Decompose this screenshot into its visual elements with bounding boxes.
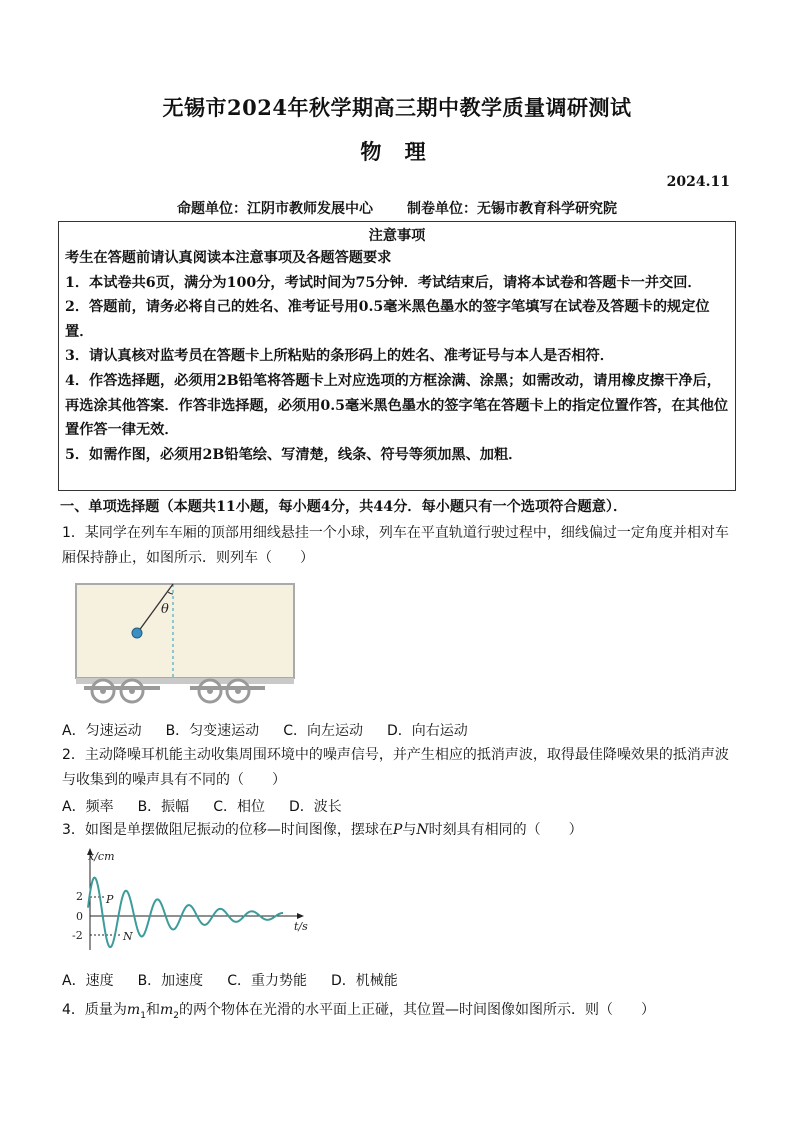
notice-line: 2．答题前，请务必将自己的姓名、准考证号用0.5毫米黑色墨水的签字笔填写在试卷及答题卡的规定位置． (65, 299, 710, 340)
displacement-curve (88, 878, 283, 948)
notice-line: 5．如需作图，必须用2B铅笔绘、写清楚，线条、符号等须加黑、加粗． (65, 446, 523, 463)
author-units (0, 198, 794, 218)
y-axis-label: x/cm (88, 850, 115, 863)
exam-date: 2024.11 (666, 174, 730, 190)
notice-line: 4．作答选择题，必须用2B铅笔将答题卡上对应选项的方框涂满、涂黑；如需改动，请用橡皮擦干净后，再选涂其他答案．作答非选择题，必须用0.5毫米黑色墨水的签字笔在答题卡上的指定位置作答，在其他位置作答一律无效． (65, 372, 729, 439)
tick-neg2: -2 (72, 929, 83, 942)
point-p-label: P (106, 893, 114, 906)
tick-2: 2 (76, 890, 83, 903)
production-unit: 制卷单位：无锡市教育科学研究院 (407, 201, 617, 217)
subject-title: 物 理 (360, 139, 434, 164)
question-1-text: 1．某同学在列车车厢的顶部用细线悬挂一个小球，列车在平直轨道行驶过程中，细线偏过一定角度并相对车厢保持静止，如图所示．则列车（ ） (62, 525, 729, 566)
point-p-ref: P (392, 822, 403, 838)
option-c[interactable]: C．向左运动 (283, 723, 363, 739)
option-c[interactable]: C．相位 (213, 799, 265, 815)
damped-oscillation-graph (68, 846, 318, 956)
question-2-text: 2．主动降噪耳机能主动收集周围环境中的噪声信号，并产生相应的抵消声波，取得最佳降噪效果的抵消声波与收集到的噪声具有不同的（ ） (62, 747, 729, 788)
option-d[interactable]: D．机械能 (330, 973, 398, 989)
option-c[interactable]: C．重力势能 (227, 973, 307, 989)
car-body (76, 584, 294, 678)
notice-line: 考生在答题前请认真阅读本注意事项及各题答题要求 (65, 250, 392, 266)
point-n-ref: N (416, 822, 429, 838)
notice-body (59, 246, 735, 467)
train-car-figure (70, 580, 300, 708)
option-a[interactable]: A．频率 (62, 799, 114, 815)
proposition-unit: 命题单位：江阴市教师发展中心 (177, 201, 373, 217)
tick-0: 0 (76, 910, 83, 923)
notice-line: 3．请认真核对监考员在答题卡上所粘贴的条形码上的姓名、准考证号与本人是否相符． (65, 348, 614, 365)
question-3-text: 3．如图是单摆做阻尼振动的位移—时间图像，摆球在P与N时刻具有相同的（ ） (62, 822, 583, 838)
option-b[interactable]: B．加速度 (137, 973, 204, 989)
x-axis-label: t/s (294, 920, 308, 933)
option-b[interactable]: B．振幅 (137, 799, 190, 815)
question-2-options (62, 796, 366, 816)
pendulum-ball (132, 628, 142, 638)
option-a[interactable]: A．匀速运动 (62, 723, 142, 739)
option-b[interactable]: B．匀变速运动 (165, 723, 260, 739)
notice-title: 注意事项 (368, 228, 426, 244)
notice-line: 1．本试卷共6页，满分为100分，考试时间为75分钟．考试结束后，请将本试卷和答题卡一并交回． (65, 274, 702, 291)
point-n-label: N (123, 930, 133, 943)
question-3-options (62, 970, 422, 990)
angle-label: θ (161, 602, 169, 617)
option-a[interactable]: A．速度 (62, 973, 114, 989)
exam-title: 无锡市2024年秋学期高三期中教学质量调研测试 (162, 95, 632, 120)
question-4-text: 4．质量为$m_1$和$m_2$的两个物体在光滑的水平面上正碰，其位置—时间图像如图所示．则（ ） (62, 1002, 655, 1021)
section-heading: 一、单项选择题（本题共11小题，每小题4分，共44分．每小题只有一个选项符合题意）． (60, 499, 628, 515)
notice-box (58, 221, 736, 491)
option-d[interactable]: D．波长 (288, 799, 342, 815)
option-d[interactable]: D．向右运动 (386, 723, 468, 739)
question-1-options (62, 720, 492, 740)
